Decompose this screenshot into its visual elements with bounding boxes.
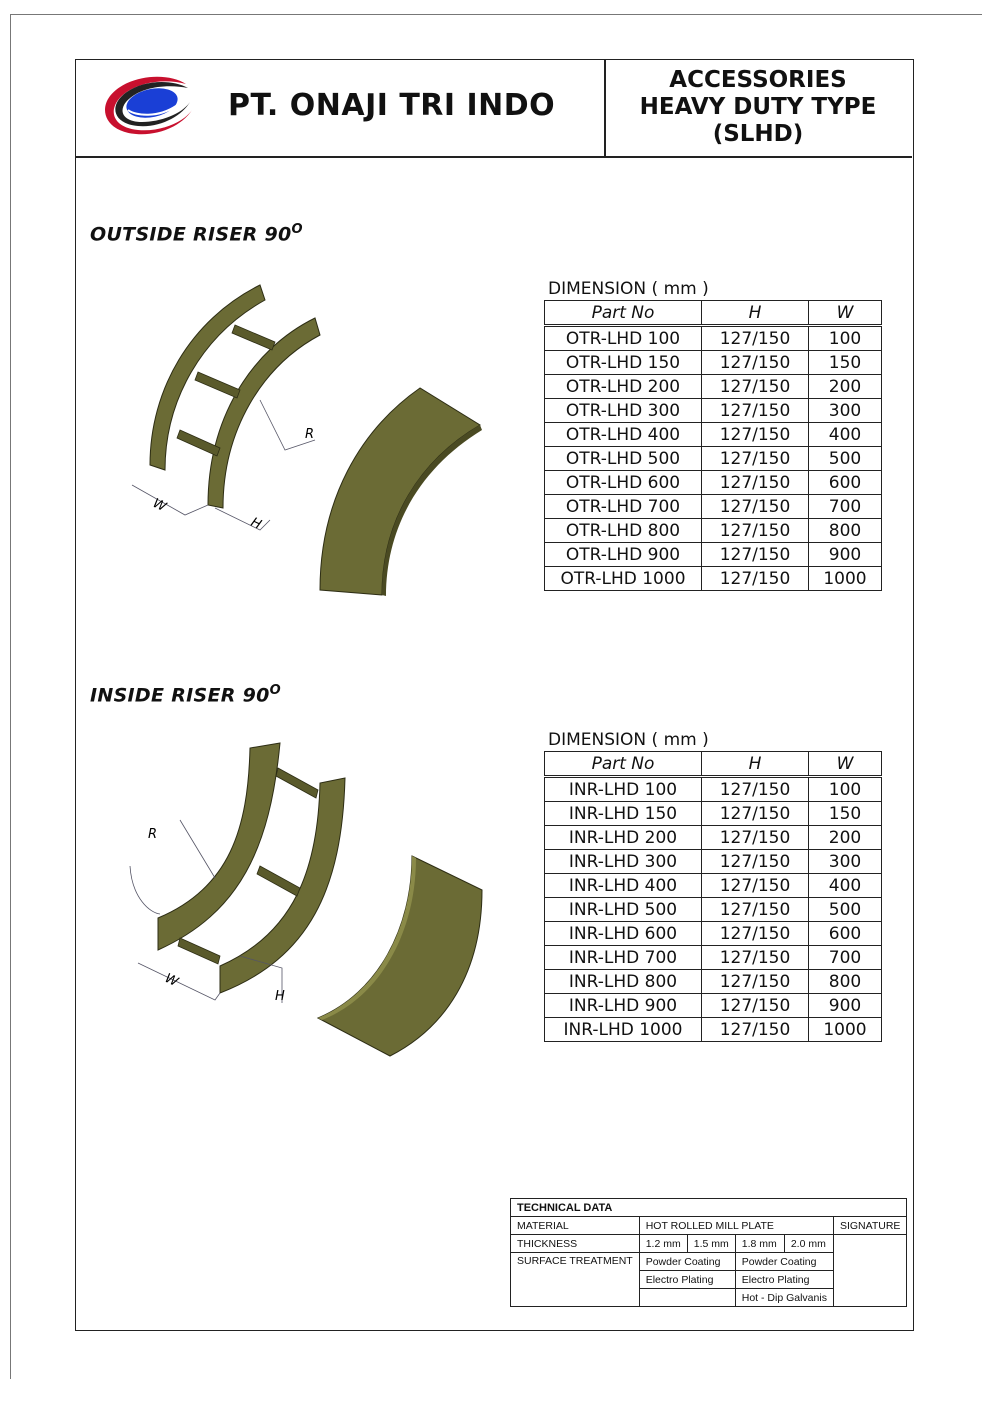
- w-cell: 900: [809, 543, 882, 567]
- table-row: [545, 898, 882, 922]
- w-cell: 100: [809, 777, 882, 802]
- degree-symbol: O: [291, 222, 303, 237]
- w-cell: 800: [809, 970, 882, 994]
- part-no-cell: OTR-LHD 900: [545, 543, 702, 567]
- part-no-cell: OTR-LHD 400: [545, 423, 702, 447]
- inside-riser-table: [544, 751, 882, 1042]
- part-no-cell: INR-LHD 1000: [545, 1018, 702, 1042]
- w-cell: 700: [809, 495, 882, 519]
- h-cell: 127/150: [702, 543, 809, 567]
- table-row: [545, 826, 882, 850]
- h-cell: 127/150: [702, 946, 809, 970]
- signature-box: [833, 1235, 906, 1307]
- col-h: H: [702, 752, 809, 777]
- height-label: H: [248, 515, 264, 533]
- col-part-no: Part No: [545, 752, 702, 777]
- surface-right-3: Hot - Dip Galvanis: [735, 1289, 833, 1307]
- part-no-cell: INR-LHD 100: [545, 777, 702, 802]
- part-no-cell: INR-LHD 600: [545, 922, 702, 946]
- table-row: [545, 543, 882, 567]
- thickness-label: THICKNESS: [511, 1235, 640, 1253]
- h-cell: 127/150: [702, 874, 809, 898]
- outside-riser-drawing: [120, 280, 490, 600]
- part-no-cell: OTR-LHD 100: [545, 326, 702, 351]
- table-row: [545, 447, 882, 471]
- table-row: [545, 399, 882, 423]
- part-no-cell: INR-LHD 300: [545, 850, 702, 874]
- title-line-2: HEAVY DUTY TYPE: [639, 94, 877, 120]
- table-row: [545, 802, 882, 826]
- table-header-row: [545, 301, 882, 326]
- outside-riser-title: [90, 222, 303, 245]
- h-cell: 127/150: [702, 994, 809, 1018]
- part-no-cell: OTR-LHD 1000: [545, 567, 702, 591]
- h-cell: 127/150: [702, 777, 809, 802]
- h-cell: 127/150: [702, 495, 809, 519]
- h-cell: 127/150: [702, 519, 809, 543]
- header-divider: [604, 60, 606, 156]
- table-row: [545, 922, 882, 946]
- part-no-cell: INR-LHD 150: [545, 802, 702, 826]
- radius-label: R: [148, 827, 158, 842]
- table-row: [545, 519, 882, 543]
- part-no-cell: INR-LHD 800: [545, 970, 702, 994]
- h-cell: 127/150: [702, 351, 809, 375]
- w-cell: 400: [809, 874, 882, 898]
- page-top-border: [10, 14, 982, 15]
- thickness-2: 1.5 mm: [687, 1235, 735, 1253]
- material-label: MATERIAL: [511, 1217, 640, 1235]
- signature-label: SIGNATURE: [833, 1217, 906, 1235]
- header: [76, 60, 912, 158]
- table-header-row: [545, 752, 882, 777]
- w-cell: 200: [809, 375, 882, 399]
- table-row: [545, 495, 882, 519]
- company-name: PT. ONAJI TRI INDO: [228, 88, 556, 123]
- inside-riser-title-text: INSIDE RISER 90: [90, 684, 270, 707]
- outside-dimension-label: DIMENSION ( mm ): [548, 279, 709, 299]
- surface-right-2: Electro Plating: [735, 1271, 833, 1289]
- h-cell: 127/150: [702, 326, 809, 351]
- h-cell: 127/150: [702, 922, 809, 946]
- width-label: W: [162, 971, 181, 991]
- h-cell: 127/150: [702, 471, 809, 495]
- page-left-border: [10, 14, 11, 1379]
- table-row: [545, 326, 882, 351]
- part-no-cell: OTR-LHD 600: [545, 471, 702, 495]
- w-cell: 300: [809, 399, 882, 423]
- thickness-1: 1.2 mm: [639, 1235, 687, 1253]
- table-row: [545, 850, 882, 874]
- surface-left-2: Electro Plating: [639, 1271, 735, 1289]
- h-cell: 127/150: [702, 1018, 809, 1042]
- h-cell: 127/150: [702, 447, 809, 471]
- w-cell: 900: [809, 994, 882, 1018]
- h-cell: 127/150: [702, 375, 809, 399]
- material-value: HOT ROLLED MILL PLATE: [639, 1217, 833, 1235]
- w-cell: 400: [809, 423, 882, 447]
- part-no-cell: INR-LHD 500: [545, 898, 702, 922]
- table-row: [545, 351, 882, 375]
- table-row: [545, 423, 882, 447]
- h-cell: 127/150: [702, 898, 809, 922]
- title-line-1: ACCESSORIES: [669, 67, 847, 93]
- radius-label: R: [305, 427, 315, 442]
- degree-symbol: O: [269, 683, 281, 698]
- w-cell: 500: [809, 447, 882, 471]
- col-h: H: [702, 301, 809, 326]
- w-cell: 600: [809, 922, 882, 946]
- inside-dimension-label: DIMENSION ( mm ): [548, 730, 709, 750]
- part-no-cell: INR-LHD 900: [545, 994, 702, 1018]
- table-row: [545, 874, 882, 898]
- document-title: [608, 67, 908, 148]
- surface-left-1: Powder Coating: [639, 1253, 735, 1271]
- part-no-cell: OTR-LHD 800: [545, 519, 702, 543]
- table-row: [545, 946, 882, 970]
- table-row: [545, 777, 882, 802]
- h-cell: 127/150: [702, 850, 809, 874]
- table-row: [545, 970, 882, 994]
- thickness-4: 2.0 mm: [784, 1235, 833, 1253]
- tech-title: TECHNICAL DATA: [511, 1199, 907, 1217]
- surface-left-empty: [639, 1289, 735, 1307]
- table-row: [545, 471, 882, 495]
- table-row: [545, 994, 882, 1018]
- w-cell: 100: [809, 326, 882, 351]
- surface-label: SURFACE TREATMENT: [511, 1253, 640, 1307]
- w-cell: 800: [809, 519, 882, 543]
- w-cell: 200: [809, 826, 882, 850]
- w-cell: 300: [809, 850, 882, 874]
- thickness-3: 1.8 mm: [735, 1235, 784, 1253]
- h-cell: 127/150: [702, 970, 809, 994]
- w-cell: 600: [809, 471, 882, 495]
- w-cell: 700: [809, 946, 882, 970]
- title-line-3: (SLHD): [712, 121, 804, 147]
- h-cell: 127/150: [702, 423, 809, 447]
- col-w: W: [809, 752, 882, 777]
- technical-data-table: [510, 1198, 907, 1307]
- col-w: W: [809, 301, 882, 326]
- h-cell: 127/150: [702, 802, 809, 826]
- part-no-cell: INR-LHD 400: [545, 874, 702, 898]
- col-part-no: Part No: [545, 301, 702, 326]
- part-no-cell: INR-LHD 200: [545, 826, 702, 850]
- outside-riser-table: [544, 300, 882, 591]
- h-cell: 127/150: [702, 826, 809, 850]
- company-logo: [98, 70, 198, 142]
- inside-riser-drawing: [120, 738, 490, 1068]
- w-cell: 1000: [809, 1018, 882, 1042]
- part-no-cell: INR-LHD 700: [545, 946, 702, 970]
- h-cell: 127/150: [702, 567, 809, 591]
- w-cell: 500: [809, 898, 882, 922]
- part-no-cell: OTR-LHD 200: [545, 375, 702, 399]
- table-row: [545, 1018, 882, 1042]
- outside-riser-title-text: OUTSIDE RISER 90: [90, 223, 292, 246]
- table-row: [545, 567, 882, 591]
- part-no-cell: OTR-LHD 700: [545, 495, 702, 519]
- w-cell: 150: [809, 802, 882, 826]
- w-cell: 1000: [809, 567, 882, 591]
- width-label: W: [150, 496, 169, 516]
- part-no-cell: OTR-LHD 300: [545, 399, 702, 423]
- w-cell: 150: [809, 351, 882, 375]
- part-no-cell: OTR-LHD 150: [545, 351, 702, 375]
- part-no-cell: OTR-LHD 500: [545, 447, 702, 471]
- h-cell: 127/150: [702, 399, 809, 423]
- surface-right-1: Powder Coating: [735, 1253, 833, 1271]
- table-row: [545, 375, 882, 399]
- inside-riser-title: [90, 683, 281, 706]
- height-label: H: [275, 989, 285, 1004]
